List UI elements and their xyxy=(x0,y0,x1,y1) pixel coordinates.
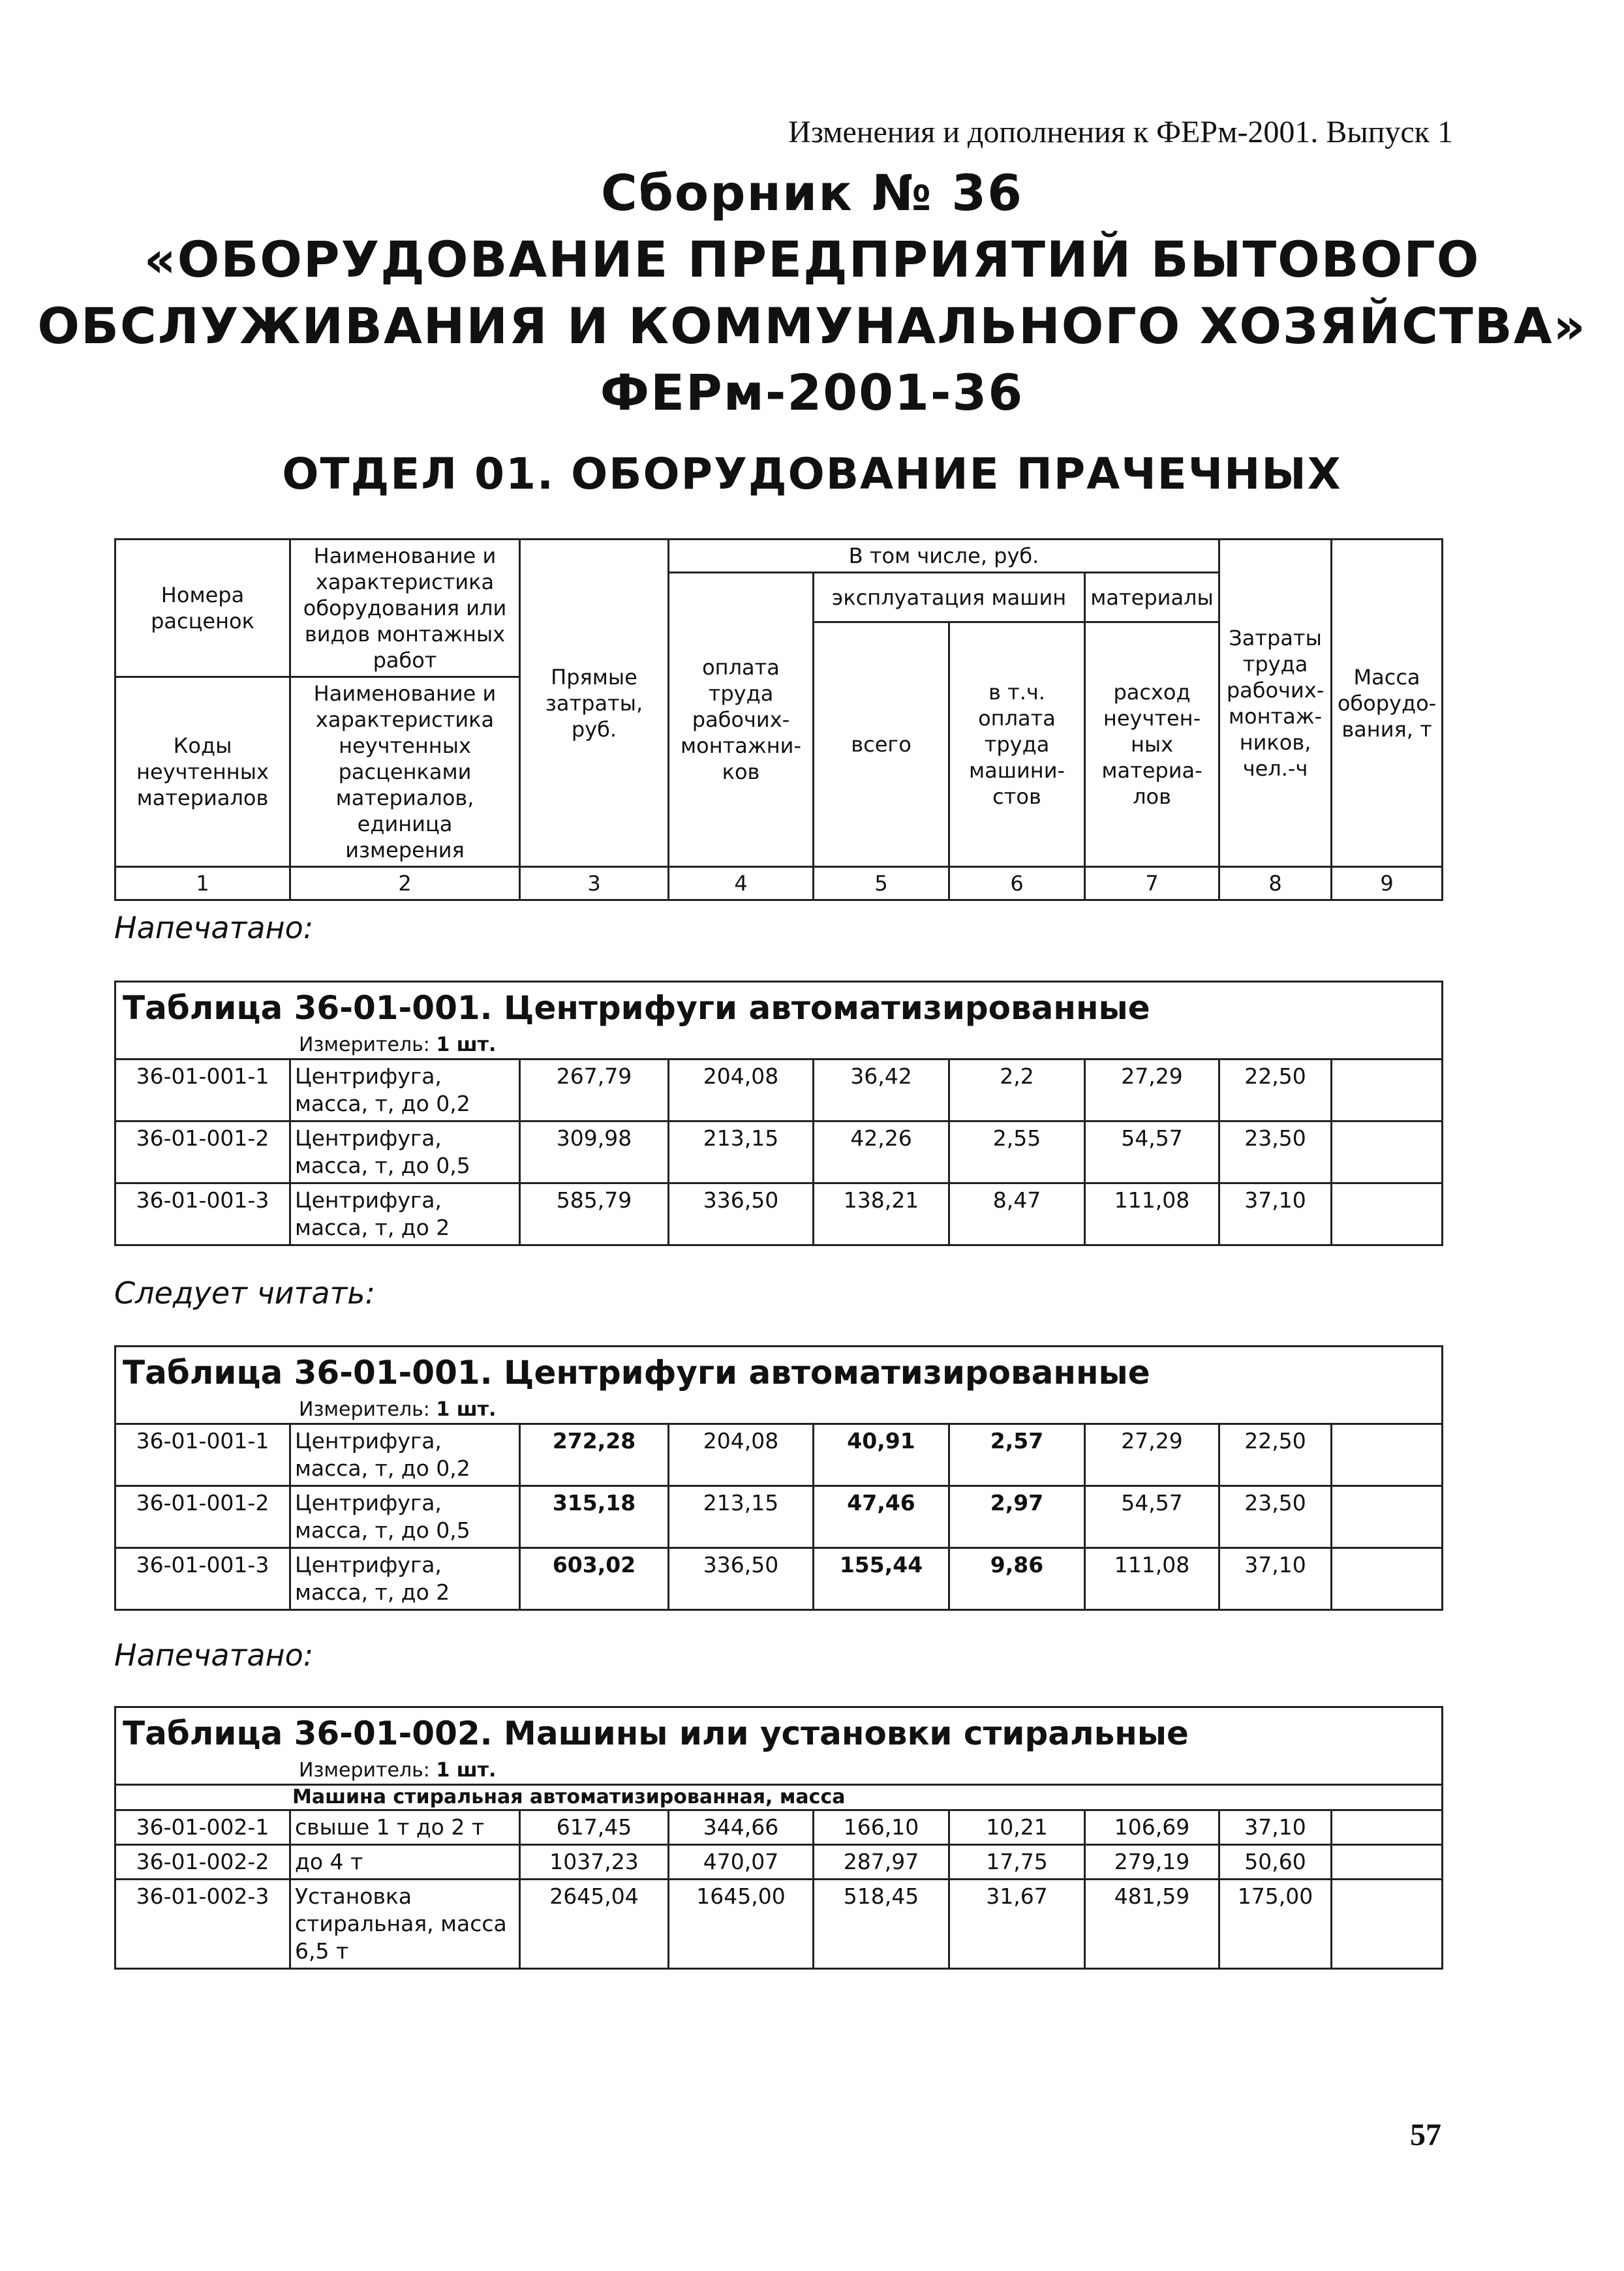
table-row xyxy=(115,1845,1443,1880)
cell-materials: 279,19 xyxy=(1085,1845,1219,1880)
cell-labor: 37,10 xyxy=(1219,1548,1332,1610)
unit-label: Измеритель: xyxy=(299,1759,430,1782)
cell-worker-pay: 336,50 xyxy=(669,1183,814,1245)
cell-mass xyxy=(1332,1810,1443,1845)
row-name: Центрифуга, масса, т, до 2 xyxy=(290,1183,520,1245)
title-line: ОБСЛУЖИВАНИЯ И КОММУНАЛЬНОГО ХОЗЯЙСТВА» xyxy=(37,297,1587,355)
cell-mass xyxy=(1332,1121,1443,1183)
hdr-codes-top: Номера расценок xyxy=(115,540,290,677)
cell-mass xyxy=(1332,1845,1443,1880)
cell-materials: 481,59 xyxy=(1085,1880,1219,1969)
hdr-materials: материалы xyxy=(1085,573,1219,622)
hdr-machines-total: всего xyxy=(814,622,949,867)
cell-direct: 603,02 xyxy=(520,1548,669,1610)
col-number: 8 xyxy=(1219,867,1332,900)
column-numbers-row xyxy=(115,867,1443,900)
table-title: Таблица 36-01-002. Машины или установки стиральные xyxy=(115,1707,1443,1760)
hdr-name-bottom: Наименование и характеристика неучтенных расценками материалов, единица измерения xyxy=(290,677,520,867)
cell-mass xyxy=(1332,1880,1443,1969)
cell-machinist-pay: 2,55 xyxy=(949,1121,1085,1183)
table-row xyxy=(115,1424,1443,1486)
col-number: 3 xyxy=(520,867,669,900)
cell-labor: 23,50 xyxy=(1219,1121,1332,1183)
cell-worker-pay: 344,66 xyxy=(669,1810,814,1845)
cell-machines: 518,45 xyxy=(814,1880,949,1969)
cell-materials: 106,69 xyxy=(1085,1810,1219,1845)
cell-direct: 267,79 xyxy=(520,1059,669,1121)
running-head: Изменения и дополнения к ФЕРм-2001. Выпуск 1 xyxy=(788,115,1453,149)
cell-materials: 111,08 xyxy=(1085,1183,1219,1245)
unit-line xyxy=(115,1033,1443,1059)
cell-machinist-pay: 2,2 xyxy=(949,1059,1085,1121)
unit-value: 1 шт. xyxy=(436,1033,497,1056)
cell-machines: 155,44 xyxy=(814,1548,949,1610)
cell-direct: 2645,04 xyxy=(520,1880,669,1969)
table-row xyxy=(115,1121,1443,1183)
col-number: 9 xyxy=(1332,867,1443,900)
table-title: Таблица 36-01-001. Центрифуги автоматизированные xyxy=(115,1347,1443,1399)
cell-machines: 40,91 xyxy=(814,1424,949,1486)
col-number: 5 xyxy=(814,867,949,900)
row-code: 36-01-002-3 xyxy=(115,1880,290,1969)
table-36-01-001-printed xyxy=(114,981,1443,1246)
cell-machines: 47,46 xyxy=(814,1486,949,1548)
hdr-name-top: Наименование и характеристика оборудования или видов монтажных работ xyxy=(290,540,520,677)
hdr-codes-bottom: Коды неучтенных материалов xyxy=(115,677,290,867)
row-code: 36-01-001-2 xyxy=(115,1121,290,1183)
cell-labor: 37,10 xyxy=(1219,1810,1332,1845)
table-row xyxy=(115,1486,1443,1548)
cell-labor: 22,50 xyxy=(1219,1424,1332,1486)
cell-materials: 54,57 xyxy=(1085,1486,1219,1548)
unit-label: Измеритель: xyxy=(299,1398,430,1421)
printed-label: Напечатано: xyxy=(114,910,314,945)
row-code: 36-01-001-1 xyxy=(115,1424,290,1486)
cell-machinist-pay: 31,67 xyxy=(949,1880,1085,1969)
cell-labor: 22,50 xyxy=(1219,1059,1332,1121)
cell-labor: 175,00 xyxy=(1219,1880,1332,1969)
cell-direct: 315,18 xyxy=(520,1486,669,1548)
col-number: 1 xyxy=(115,867,290,900)
cell-machines: 138,21 xyxy=(814,1183,949,1245)
col-number: 6 xyxy=(949,867,1085,900)
cell-worker-pay: 336,50 xyxy=(669,1548,814,1610)
row-code: 36-01-002-2 xyxy=(115,1845,290,1880)
cell-direct: 309,98 xyxy=(520,1121,669,1183)
cell-worker-pay: 204,08 xyxy=(669,1424,814,1486)
row-name: свыше 1 т до 2 т xyxy=(290,1810,520,1845)
printed-label: Напечатано: xyxy=(114,1638,314,1673)
title-line: ФЕРм-2001-36 xyxy=(600,363,1024,421)
row-name: Центрифуга, масса, т, до 2 xyxy=(290,1548,520,1610)
cell-machines: 42,26 xyxy=(814,1121,949,1183)
table-row xyxy=(115,1059,1443,1121)
col-number: 4 xyxy=(669,867,814,900)
cell-worker-pay: 213,15 xyxy=(669,1486,814,1548)
hdr-machines: эксплуатация машин xyxy=(814,573,1085,622)
hdr-labor-hours: Затраты труда рабочих-монтаж-ников, чел.-ч xyxy=(1219,540,1332,867)
unit-line xyxy=(115,1398,1443,1424)
hdr-unaccounted-materials: расход неучтен-ных материа-лов xyxy=(1085,622,1219,867)
page-number: 57 xyxy=(1410,2118,1441,2152)
cell-materials: 27,29 xyxy=(1085,1424,1219,1486)
cell-direct: 272,28 xyxy=(520,1424,669,1486)
cell-mass xyxy=(1332,1059,1443,1121)
table-row xyxy=(115,1880,1443,1969)
cell-mass xyxy=(1332,1424,1443,1486)
cell-labor: 50,60 xyxy=(1219,1845,1332,1880)
cell-labor: 23,50 xyxy=(1219,1486,1332,1548)
cell-machinist-pay: 8,47 xyxy=(949,1183,1085,1245)
row-name: Центрифуга, масса, т, до 0,5 xyxy=(290,1486,520,1548)
cell-worker-pay: 204,08 xyxy=(669,1059,814,1121)
row-code: 36-01-001-1 xyxy=(115,1059,290,1121)
cell-machinist-pay: 9,86 xyxy=(949,1548,1085,1610)
cell-mass xyxy=(1332,1183,1443,1245)
unit-value: 1 шт. xyxy=(436,1759,497,1782)
table-36-01-002-printed xyxy=(114,1706,1443,1970)
row-name: до 4 т xyxy=(290,1845,520,1880)
col-number: 2 xyxy=(290,867,520,900)
cell-direct: 585,79 xyxy=(520,1183,669,1245)
hdr-equipment-mass: Масса оборудо-вания, т xyxy=(1332,540,1443,867)
cell-machines: 36,42 xyxy=(814,1059,949,1121)
row-name: Центрифуга, масса, т, до 0,2 xyxy=(290,1424,520,1486)
cell-mass xyxy=(1332,1486,1443,1548)
row-name: Установка стиральная, масса 6,5 т xyxy=(290,1880,520,1969)
cell-machines: 166,10 xyxy=(814,1810,949,1845)
group-heading: Машина стиральная автоматизированная, масса xyxy=(115,1785,1443,1810)
cell-worker-pay: 1645,00 xyxy=(669,1880,814,1969)
row-name: Центрифуга, масса, т, до 0,2 xyxy=(290,1059,520,1121)
cell-machinist-pay: 2,57 xyxy=(949,1424,1085,1486)
row-code: 36-01-001-3 xyxy=(115,1183,290,1245)
hdr-direct-costs: Прямые затраты, руб. xyxy=(520,540,669,867)
table-title: Таблица 36-01-001. Центрифуги автоматизированные xyxy=(115,982,1443,1034)
should-read-label: Следует читать: xyxy=(114,1275,376,1311)
cell-mass xyxy=(1332,1548,1443,1610)
title-line: Сборник № 36 xyxy=(601,164,1023,222)
cell-direct: 617,45 xyxy=(520,1810,669,1845)
cell-direct: 1037,23 xyxy=(520,1845,669,1880)
row-name: Центрифуга, масса, т, до 0,5 xyxy=(290,1121,520,1183)
hdr-worker-pay: оплата труда рабочих-монтажни-ков xyxy=(669,573,814,867)
unit-line xyxy=(115,1759,1443,1785)
cell-machinist-pay: 10,21 xyxy=(949,1810,1085,1845)
cell-worker-pay: 213,15 xyxy=(669,1121,814,1183)
unit-label: Измеритель: xyxy=(299,1033,430,1056)
row-code: 36-01-002-1 xyxy=(115,1810,290,1845)
cell-worker-pay: 470,07 xyxy=(669,1845,814,1880)
table-36-01-001-corrected xyxy=(114,1345,1443,1611)
table-row xyxy=(115,1810,1443,1845)
cell-machinist-pay: 17,75 xyxy=(949,1845,1085,1880)
cell-materials: 111,08 xyxy=(1085,1548,1219,1610)
section-title: ОТДЕЛ 01. ОБОРУДОВАНИЕ ПРАЧЕЧНЫХ xyxy=(282,449,1342,499)
hdr-including: В том числе, руб. xyxy=(669,540,1219,573)
row-code: 36-01-001-2 xyxy=(115,1486,290,1548)
table-row xyxy=(115,1548,1443,1610)
unit-value: 1 шт. xyxy=(436,1398,497,1421)
cell-machines: 287,97 xyxy=(814,1845,949,1880)
title-line: «ОБОРУДОВАНИЕ ПРЕДПРИЯТИЙ БЫТОВОГО xyxy=(144,230,1480,288)
column-header-table xyxy=(114,538,1443,901)
col-number: 7 xyxy=(1085,867,1219,900)
cell-labor: 37,10 xyxy=(1219,1183,1332,1245)
hdr-machinist-pay: в т.ч. оплата труда машини-стов xyxy=(949,622,1085,867)
cell-materials: 27,29 xyxy=(1085,1059,1219,1121)
table-row xyxy=(115,1183,1443,1245)
cell-materials: 54,57 xyxy=(1085,1121,1219,1183)
cell-machinist-pay: 2,97 xyxy=(949,1486,1085,1548)
row-code: 36-01-001-3 xyxy=(115,1548,290,1610)
collection-title xyxy=(0,160,1624,426)
